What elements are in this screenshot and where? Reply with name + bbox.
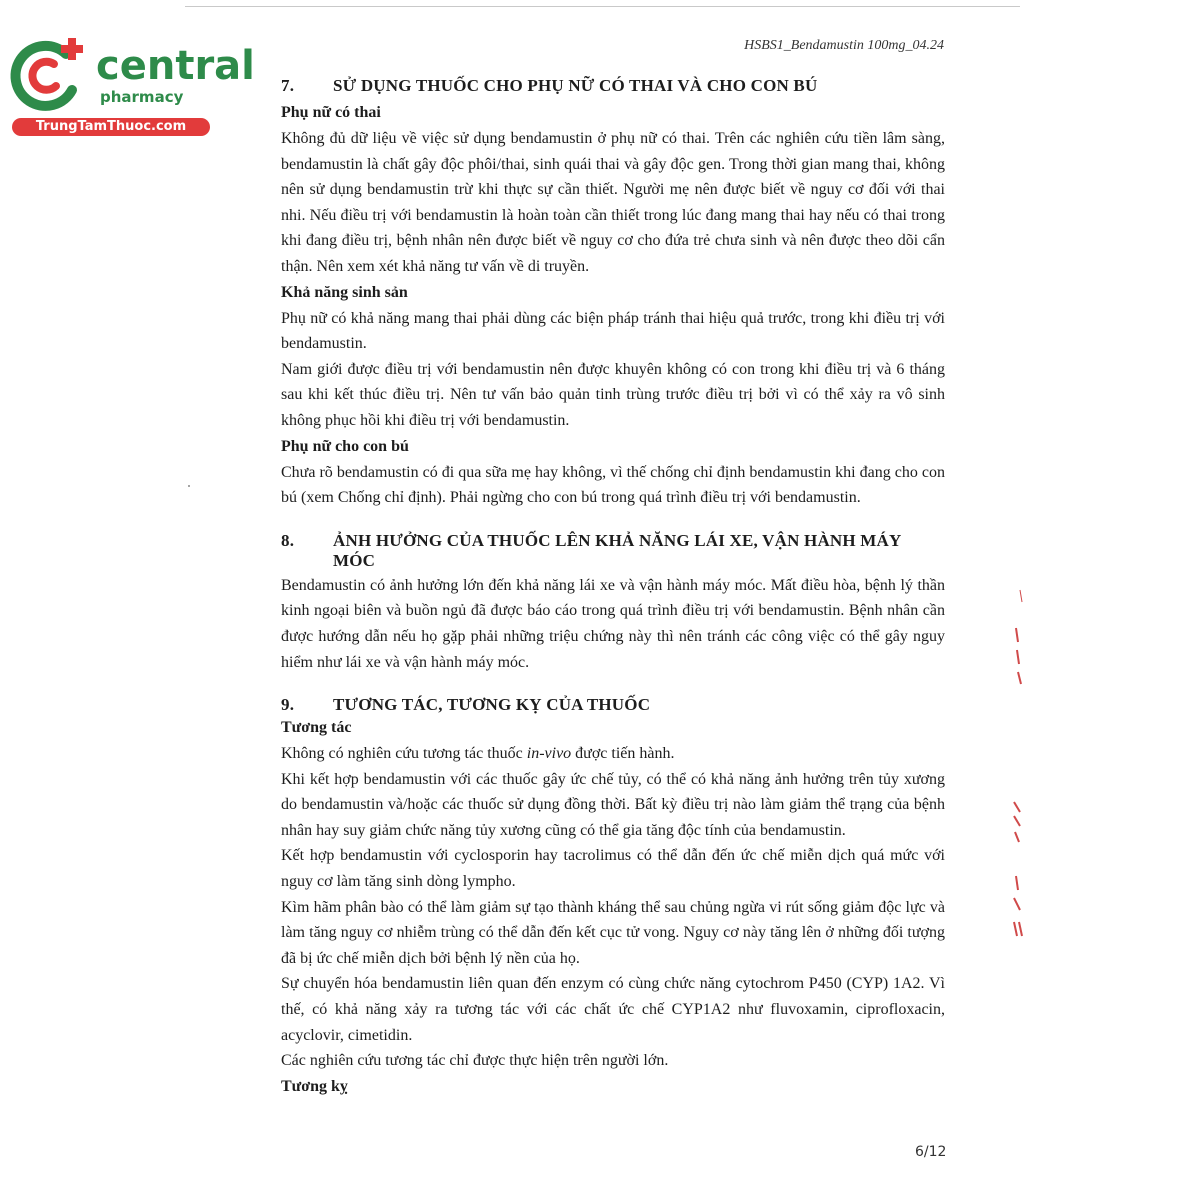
breastfeeding-text: Chưa rõ bendamustin có đi qua sữa mẹ hay không, vì thế chống chỉ định bendamustin khi đang cho con bú (xem Chống chỉ định). Phải ngừng cho con bú trong quá trình điều trị với bendamustin. <box>281 463 945 507</box>
section-9-title <box>281 695 945 715</box>
logo-brand-sub: pharmacy <box>100 88 184 106</box>
section-9-number: 9. <box>281 695 295 715</box>
logo-brand-name: central <box>96 43 255 89</box>
pregnancy-heading: Phụ nữ có thai <box>281 104 381 121</box>
interactions-text-2: Khi kết hợp bendamustin với các thuốc gây ức chế tủy, có thể có khả năng ảnh hưởng trên tủy xương do bendamustin và/hoặc các thuốc sử dụng đồng thời. Bất kỳ điều trị nào làm giảm thể trạng của bệnh nhân hay suy giảm chức năng tủy xương cũng có thể gia tăng độc tính của bendamustin. <box>281 770 945 839</box>
section-7-number: 7. <box>281 76 295 95</box>
document-body <box>281 74 945 1100</box>
top-border-line <box>185 6 1020 7</box>
section-8-number: 8. <box>281 530 295 550</box>
interactions-text-6: Các nghiên cứu tương tác chỉ được thực hiện trên người lớn. <box>281 1052 669 1070</box>
pregnancy-text: Không đủ dữ liệu về việc sử dụng bendamustin ở phụ nữ có thai. Trên các nghiên cứu tiền lâm sàng, bendamustin là chất gây độc phôi/thai, sinh quái thai và gây độc gen. Trong thời gian mang thai, không nên sử dụng bendamustin trừ khi thực sự cần thiết. Người mẹ nên được biết về nguy cơ đối với thai nhi. Nếu điều trị với bendamustin là hoàn toàn cần thiết trong lúc đang mang thai hay nếu có thai trong khi đang điều trị, bệnh nhân nên được biết về nguy cơ cho đứa trẻ chưa sinh và nên được theo dõi cẩn thận. Nên xem xét khả năng tư vấn về di truyền. <box>281 130 945 275</box>
interactions-text-4: Kìm hãm phân bào có thể làm giảm sự tạo thành kháng thể sau chủng ngừa vi rút sống giảm độc lực và làm tăng nguy cơ nhiễm trùng có thể dẫn đến kết cục tử vong. Nguy cơ này tăng lên ở những đối tượng đã bị ức chế miễn dịch bởi bệnh lý nền của họ. <box>281 898 945 967</box>
interactions-heading: Tương tác <box>281 719 352 737</box>
scan-speck <box>188 485 190 487</box>
section-8-heading: ẢNH HƯỞNG CỦA THUỐC LÊN KHẢ NĂNG LÁI XE, VẬN HÀNH MÁY MÓC <box>333 530 901 570</box>
fertility-heading: Khả năng sinh sản <box>281 283 408 301</box>
interactions-text-1 <box>281 741 945 767</box>
red-stamp-edge-marks <box>1008 580 1032 960</box>
driving-text: Bendamustin có ảnh hưởng lớn đến khả năng lái xe và vận hành máy móc. Mất điều hòa, bệnh lý thần kinh ngoại biên và buồn ngủ đã được báo cáo trong quá trình điều trị với bendamustin. Bệnh nhân cần được hướng dẫn nếu họ gặp phải những triệu chứng này thì nên tránh các công việc có thể gây nguy hiểm như lái xe và vận hành máy móc. <box>281 576 945 671</box>
fertility-text-1: Phụ nữ có khả năng mang thai phải dùng các biện pháp tránh thai hiệu quả trước, trong khi điều trị với bendamustin. <box>281 309 945 353</box>
interactions-text-5: Sự chuyển hóa bendamustin liên quan đến enzym có cùng chức năng cytochrom P450 (CYP) 1A2. Vì thế, có khả năng xảy ra tương tác với các chất ức chế CYP1A2 như fluvoxamin, ciprofloxacin, acyclovir, cimetidin. <box>281 975 945 1044</box>
incompatibility-heading: Tương kỵ <box>281 1077 348 1095</box>
interactions-text-1-after: được tiến hành. <box>571 745 675 763</box>
document-code: HSBS1_Bendamustin 100mg_04.24 <box>744 38 944 53</box>
logo-website: TrungTamThuoc.com <box>12 118 210 136</box>
section-7-title <box>281 76 945 96</box>
in-vivo-term: in-vivo <box>526 745 572 763</box>
interactions-text-1-before: Không có nghiên cứu tương tác thuốc <box>281 745 527 763</box>
breastfeeding-heading: Phụ nữ cho con bú <box>281 437 409 455</box>
section-8-title <box>281 531 945 571</box>
section-7-heading: SỬ DỤNG THUỐC CHO PHỤ NỮ CÓ THAI VÀ CHO CON BÚ <box>333 76 818 95</box>
interactions-text-3: Kết hợp bendamustin với cyclosporin hay tacrolimus có thể dẫn đến ức chế miễn dịch quá mức với nguy cơ làm tăng sinh dòng lympho. <box>281 847 945 891</box>
fertility-text-2: Nam giới được điều trị với bendamustin nên được khuyên không có con trong khi điều trị và 6 tháng sau khi kết thúc điều trị. Nên tư vấn bảo quản tinh trùng trước điều trị bởi vì có thể xảy ra vô sinh không phục hồi khi điều trị với bendamustin. <box>281 360 945 429</box>
central-pharmacy-logo <box>8 36 255 136</box>
section-9-heading: TƯƠNG TÁC, TƯƠNG KỴ CỦA THUỐC <box>333 695 651 715</box>
page-number: 6/12 <box>915 1144 947 1160</box>
pharmacy-cross-icon <box>8 36 94 116</box>
